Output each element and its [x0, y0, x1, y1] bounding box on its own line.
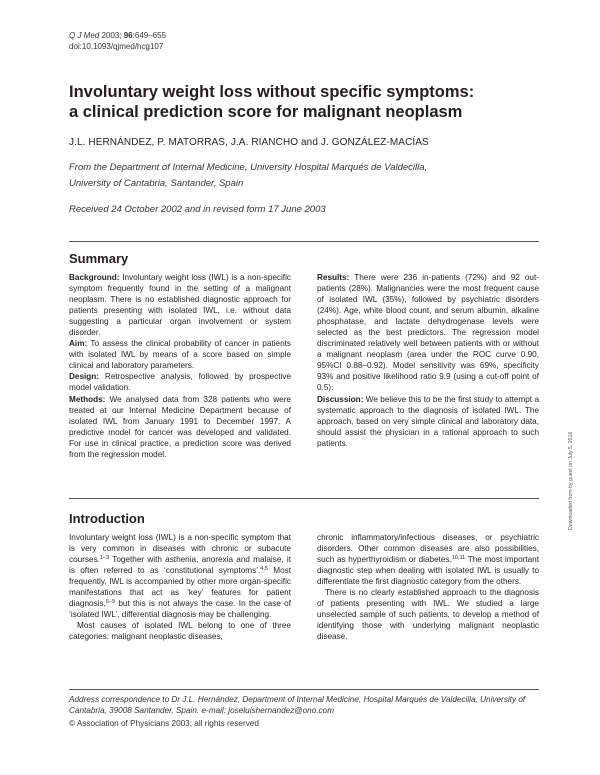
intro-p3-a: chronic inflammatory/infectious diseases, or psychiatric disorders. Other common diseases are also possibilities, such as hyperthyroidism or diabetes.	[317, 533, 539, 565]
journal-name: Q J Med	[69, 31, 100, 40]
intro-p1-a: Involuntary weight loss (IWL) is a non-specific symptom that is very common in diseases with chronic or subacute courses.	[69, 533, 291, 565]
methods-text: We analysed data from 328 patients who were treated at our Internal Medicine Department because of isolated IWL from January 1991 to December 1997. A predictive model for cancer was developed and validated. For use in clinical practice, a prediction score was derived from the regression model.	[69, 394, 291, 459]
intro-paragraph-4: There is no clearly established approach to the diagnosis of patients presenting with IWL. We studied a large unselected sample of such patients, to develop a method of identifying those with underlying malignant neoplastic disease.	[317, 588, 539, 642]
discussion-label: Discussion:	[317, 394, 364, 404]
intro-paragraph-1	[69, 532, 291, 620]
journal-pages: :649–655	[132, 31, 167, 40]
author-list: J.L. HERNÁNDEZ, P. MATORRAS, J.A. RIANCHO and J. GONZÁLEZ-MACÍAS	[69, 137, 429, 148]
intro-p1-c: Most frequently, IWL is accompanied by other more organ-specific manifestations that act as ‘key’ features for patient diagnosis,	[69, 566, 291, 609]
introduction-divider	[69, 498, 539, 499]
summary-background	[69, 272, 291, 338]
aim-label: Aim:	[69, 339, 88, 349]
title-line-2: a clinical prediction score for malignant neoplasm	[69, 103, 463, 121]
results-text: There were 236 in-patients (72%) and 92 out-patients (28%). Malignancies were the most frequent cause of isolated IWL (35%), followed by psychiatric disorders (24%). Age, white blood count, and serum albumin, alkaline phosphatase, and lactate dehydrogenase levels were selected as the best predictors. The regression model discriminated relatively well between patients with or without a malignant neoplasm (area under the ROC curve 0.90, 95%CI 0.88–0.92). Model sensitivity was 69%, specificity 93% and positive likelihood ratio 9.9 (using a cut-off point of 0.5).	[317, 273, 539, 393]
intro-paragraph-2: Most causes of isolated IWL belong to one of three categories: malignant neoplastic diseases,	[69, 621, 291, 642]
summary-methods	[69, 394, 291, 460]
copyright-notice: © Association of Physicians 2003; all rights reserved	[69, 719, 259, 728]
results-label: Results:	[317, 273, 350, 282]
summary-divider	[69, 241, 539, 242]
summary-design	[69, 371, 291, 393]
article-title	[69, 82, 539, 122]
summary-results	[317, 272, 539, 394]
ref-superscript: 6–9	[105, 599, 116, 606]
journal-doi: doi:10.1093/qjmed/hcg107	[69, 42, 164, 51]
background-text: Involuntary weight loss (IWL) is a non-specific symptom frequently found in the setting of a malignant neoplasm. There is no established diagnostic approach for patients presenting with isolated IWL, i.e. without data suggesting a particular organ involvement or system disorder.	[69, 273, 291, 338]
title-line-1: Involuntary weight loss without specific symptoms:	[69, 83, 475, 101]
affiliation-line-1: From the Department of Internal Medicine, University Hospital Marqués de Valdecilla,	[69, 162, 428, 173]
intro-p1-b: Together with asthenia, anorexia and malaise, it is often referred to as ‘constitutional symptoms’.	[69, 555, 291, 576]
background-label: Background:	[69, 273, 120, 282]
affiliation-line-2: University of Cantabria, Santander, Spain	[69, 178, 244, 189]
affiliation	[69, 160, 539, 192]
intro-p1-d: but this is not always the case. In the case of ‘isolated IWL’, differential diagnosis may be challenging.	[69, 599, 291, 620]
aim-text: To assess the clinical probability of cancer in patients with isolated IWL by means of a score based on simple clinical and laboratory parameters.	[69, 339, 291, 371]
summary-heading: Summary	[69, 251, 129, 266]
summary-right-column	[317, 272, 539, 449]
footer-divider	[69, 689, 539, 690]
introduction-heading: Introduction	[69, 511, 145, 526]
intro-paragraph-3	[317, 532, 539, 587]
summary-discussion	[317, 394, 539, 449]
summary-aim	[69, 338, 291, 371]
download-sidebar	[568, 300, 578, 550]
received-date: Received 24 October 2002 and in revised form 17 June 2003	[69, 204, 326, 215]
ref-superscript: 10,11	[451, 555, 466, 562]
journal-year: 2003;	[101, 31, 122, 40]
intro-right-column	[317, 532, 539, 642]
journal-citation	[69, 30, 166, 52]
discussion-text: We believe this to be the first study to attempt a systematic approach to the diagnosis of isolated IWL. The approach, based on very simple clinical and laboratory data, should assist the physician in a rational approach to such patients.	[317, 394, 539, 448]
ref-superscript: 4,5	[260, 566, 268, 573]
journal-volume: 96	[123, 31, 133, 40]
summary-left-column	[69, 272, 291, 460]
design-label: Design:	[69, 372, 100, 382]
intro-left-column	[69, 532, 291, 642]
design-text: Retrospective analysis, followed by prospective model validation.	[69, 372, 291, 393]
correspondence-address: Address correspondence to Dr J.L. Hernández, Department of Internal Medicine, Hospital Marqués de Valdecilla, University of Cantabria, 39008 Santander, Spain. e-mail: joseluishernandez@ono.com	[69, 695, 526, 715]
download-note: Downloaded from by guest on July 5, 2016	[568, 431, 574, 530]
ref-superscript: 1–3	[99, 555, 110, 562]
methods-label: Methods:	[69, 394, 106, 404]
intro-p3-b: The most important diagnostic step when dealing with isolated IWL is usually to differentiate the first diagnostic category from the others.	[317, 555, 540, 587]
